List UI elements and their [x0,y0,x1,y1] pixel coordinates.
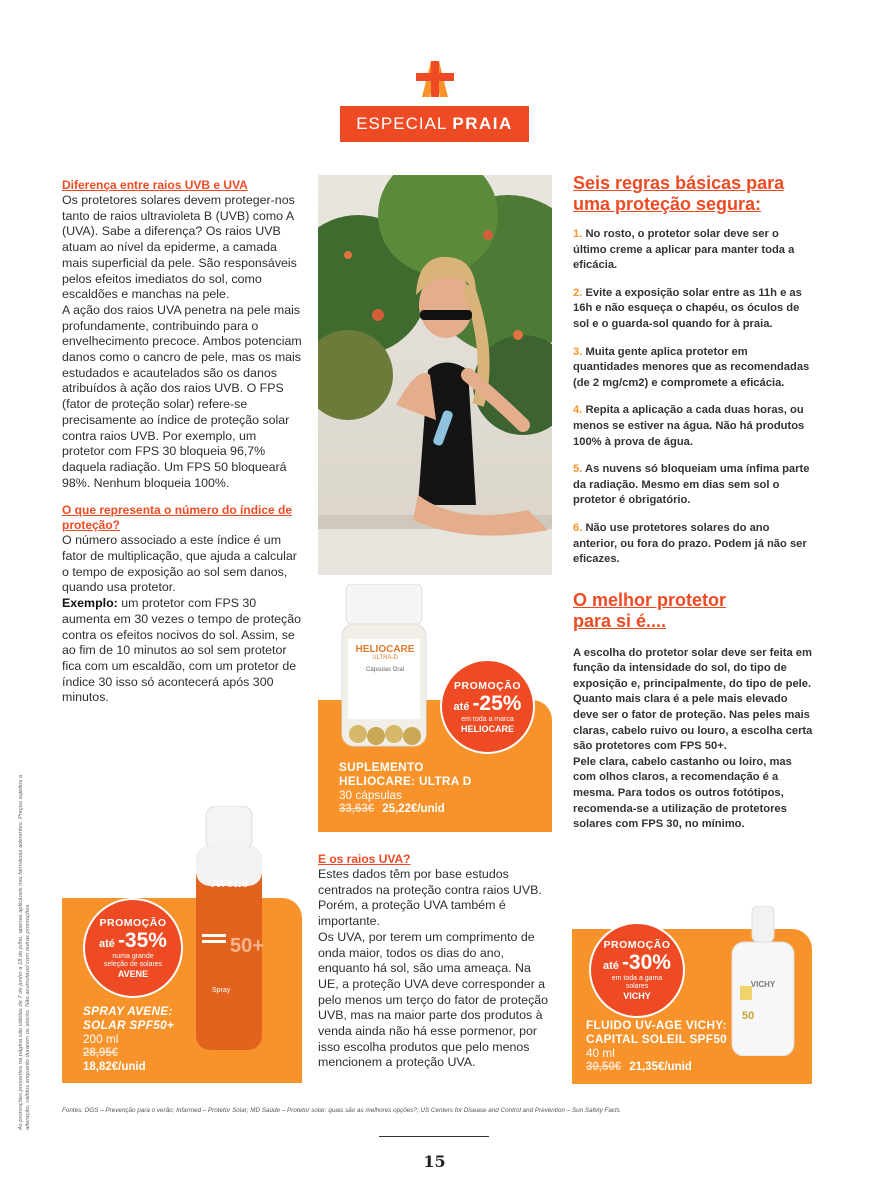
best-protector-title: O melhor protetor para si é.... [573,589,727,631]
heliocare-percent: -25% [472,691,522,715]
rule-number: 4. [573,404,583,417]
vichy-bottle-brand: VICHY [750,980,776,989]
avene-product-info [83,1004,201,1074]
promo-validity-note: As promoções presentes na página são válidas de 7 de junho a 18 de julho, apenas aplicáveis nas farmácias aderentes. Preços sujeitos a alteração, válidos enquanto durarem os stocks. Não acumulável com outras promoções. [18,774,31,1130]
rule-item [573,521,813,568]
page-divider [379,1136,489,1137]
sources-footnote: Fontes: DGS – Prevenção para o verão; Infarmed – Protetor Solar; MD Saúde – Protetor solar: quais são as melhores opções?; US Centers for Disease and Control and Prevention – Sun Safety Facts [62,1107,620,1114]
avene-spray-bottle-icon [196,806,262,1050]
rule-item [573,345,813,392]
right-column [573,173,813,833]
index-paragraph-1: O número associado a este índice é um fator de multiplicação, que ajuda a calcular o tempo de exposição ao sol sem danos, quando usa protetor. [62,533,297,595]
uva-paragraph-2: Os UVA, por terem um comprimento de onda maior, todos os dias do ano, enquanto há sol, são uma ameaça. Na UE, a proteção UVA deve corresponder a pelo menos um terço do fator de proteção UVB, mas na maior parte dos produtos à venda ainda não há esse pormenor, por isso escolha produtos que pelo menos mencionem a proteção UVA. [318,929,549,1070]
banner-bold: PRAIA [452,114,513,133]
banner-light: ESPECIAL [356,114,448,133]
vichy-note: em toda a gama solares [611,975,663,990]
best-protector-paragraph-1: A escolha do protetor solar deve ser feita em função da intensidade do sol, do tipo de exposição e, principalmente, do tipo de pele. Quanto mais clara é a pele mais elevado deve ser o fator de proteção. Nas peles mais claras, cabelo ruivo ou louro, a escolha certa são protetores com FPS 50+. [573,646,813,753]
vichy-bottle-spf: 50 [742,1010,755,1022]
rule-item [573,286,813,333]
rules-title: Seis regras básicas para uma proteção segura: [573,173,785,214]
uva-paragraph-1: Estes dados têm por base estudos centrados na proteção contra raios UVB. Porém, a proteção UVA também é importante. [318,867,542,929]
rule-number: 6. [573,521,583,534]
rule-text: Repita a aplicação a cada duas horas, ou menos se estiver na água. Não há produtos 100% à prova de água. [573,404,805,448]
heliocare-discount-badge [440,659,535,754]
rule-number: 2. [573,286,583,299]
uva-section [318,852,552,1071]
uva-title: E os raios UVA? [318,852,411,866]
avene-promo-label: PROMOÇÃO [99,917,167,929]
vichy-name: FLUIDO UV-AGE VICHY: CAPITAL SOLEIL SPF50 [586,1018,728,1046]
rule-text: Muita gente aplica protetor em quantidades menores que as recomendadas (de 2 mg/cm2) e compromete a eficácia. [573,345,810,389]
uvb-uva-paragraph-2: A ação dos raios UVA penetra na pele mais profundamente, contribuindo para o envelhecimento precoce. Ambos potenciam danos como o cancro de pele, mas os mais estudados e acautelados são os danos atribuídos à ação dos raios UVB. O FPS (fator de proteção solar) refere-se precisamente ao índice de proteção solar contra raios UVB. Por exemplo, um protetor com FPS 30 bloqueia 96,7% daquela radiação. Um FPS 50 bloqueará 98%. Nenhum bloqueia 100%. [62,302,302,490]
index-title: O que representa o número do índice de proteção? [62,503,293,533]
heliocare-bottle-caps: Cápsulas Oral [365,667,404,673]
avene-discount-badge [83,898,183,998]
heliocare-name: SUPLEMENTO HELIOCARE: ULTRA D [339,760,472,788]
page-number: 15 [423,1152,446,1171]
heliocare-product-info [339,760,539,816]
heliocare-bottle-sub: ULTRA-D [372,655,398,661]
vichy-brand: VICHY [623,991,651,1001]
left-column [62,178,302,706]
avene-note: numa grande seleção de solares [103,953,163,968]
vichy-size: 40 ml [586,1046,615,1060]
avene-price: 18,82€/unid [83,1061,146,1073]
heliocare-bottle-label [350,644,420,673]
rule-text: Evite a exposição solar entre as 11h e as 16h e não esqueça o chapéu, os óculos de sol e o guarda-sol quando for à praia. [573,286,802,330]
rule-number: 1. [573,228,583,240]
heliocare-ate: até [453,700,470,713]
avene-brand: AVENE [117,969,149,979]
heliocare-size: 30 cápsulas [339,788,402,802]
avene-bottle-sub: Spray [212,987,231,994]
vichy-promo-label: PROMOÇÃO [603,939,671,951]
vichy-discount-badge [589,922,685,1018]
rule-item [573,227,813,274]
heliocare-price: 25,22€/unid [382,803,445,815]
avene-bottle-brand: Avène [211,876,249,890]
example-label: Exemplo: [62,596,118,611]
vichy-percent: -30% [621,951,671,974]
rule-number: 5. [573,463,583,476]
heliocare-promo-label: PROMOÇÃO [454,679,521,692]
heliocare-old-price: 33,63€ [339,803,375,815]
avene-percent: -35% [117,929,167,952]
rule-text: No rosto, o protetor solar deve ser o último creme a aplicar para manter toda a eficácia. [573,228,795,272]
avene-name: SPRAY AVENE: SOLAR SPF50+ [83,1004,175,1032]
avene-old-price: 28,95€ [83,1047,119,1059]
avene-size: 200 ml [83,1032,119,1046]
avene-bottle-spf: 50+ [230,935,264,957]
vichy-price: 21,35€/unid [629,1061,692,1073]
rule-number: 3. [573,345,583,358]
rules-list [573,227,813,568]
uvb-uva-title: Diferença entre raios UVB e UVA [62,178,248,192]
vichy-product-info [586,1018,736,1074]
avene-ate: até [99,938,115,950]
index-paragraph-2 [62,596,302,706]
uvb-uva-paragraph-1: Os protetores solares devem proteger-nos tanto de raios ultravioleta B (UVB) como A (UVA). Sabe a diferença? Os raios UVB atuam ao nível da epiderme, a camada mais superficial da pele. São responsáveis pelos efeitos imediatos do sol, como escaldões e manchas na pele. [62,193,297,302]
section-banner [340,106,529,142]
best-protector-paragraph-2: Pele clara, cabelo castanho ou loiro, mas com olhos claros, a recomendação é a mesma. Para todos os outros fotótipos, recomenda-se a utilização de protetores solares com FPS 30, no mínimo. [573,755,792,831]
rule-text: Não use protetores solares do ano anterior, ou fora do prazo. Podem já não ser eficazes. [573,521,807,566]
vichy-ate: até [603,960,619,972]
heliocare-note: em toda a marca [461,715,514,723]
vichy-old-price: 30,50€ [586,1061,622,1073]
rule-item [573,403,813,450]
heliocare-brand: HELIOCARE [460,723,514,734]
pharmacy-logo-icon [414,57,456,97]
heliocare-bottle-brand: HELIOCARE [355,644,415,655]
woman-sunscreen-photo [318,175,552,575]
example-text: um protetor com FPS 30 aumenta em 30 vezes o tempo de proteção contra os efeitos nocivos do sol. Assim, se ao fim de 10 minutos ao sol sem protetor fica com um escaldão, com um protetor de índice 30 isso só acontecerá após 300 minutos. [62,596,302,705]
rule-item [573,462,813,509]
rule-text: As nuvens só bloqueiam uma ínfima parte da radiação. Mesmo em dias sem sol o protetor é obrigatório. [573,463,810,507]
